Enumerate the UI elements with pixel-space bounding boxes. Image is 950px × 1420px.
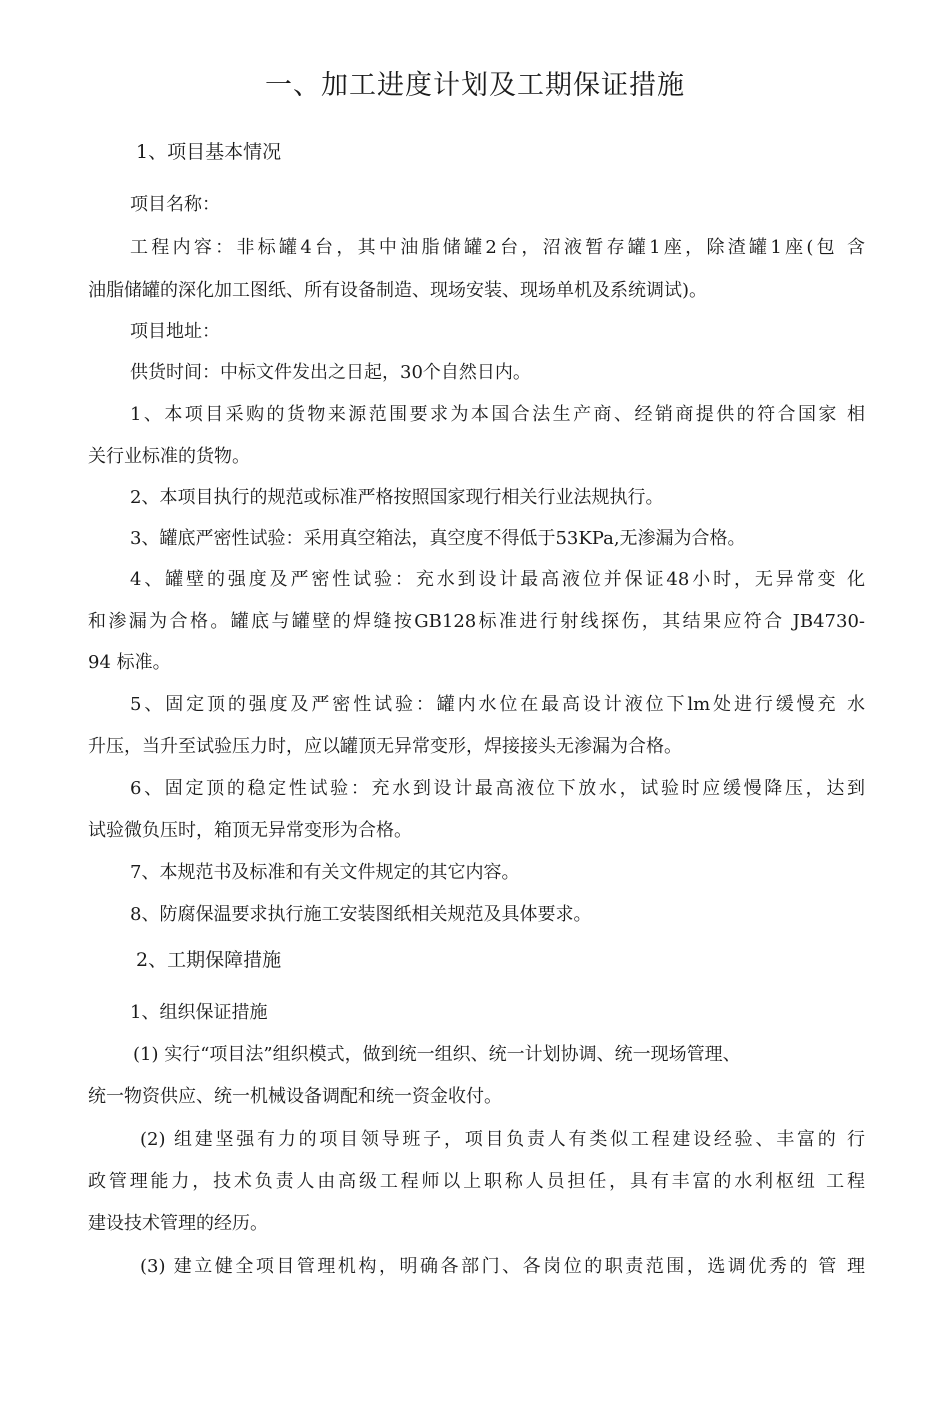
paragraph-line: 1、组织保证措施: [130, 1002, 268, 1023]
paragraph-line: 建设技术管理的经历。: [88, 1213, 268, 1234]
paragraph-line: (1) 实行“项目法”组织模式，做到统一组织、统一计划协调、统一现场管理、: [133, 1044, 741, 1065]
paragraph-line: (2) 组建坚强有力的项目领导班子，项目负责人有类似工程建设经验、丰富的 行: [140, 1129, 865, 1150]
paragraph-line: 升压，当升至试验压力时，应以罐顶无异常变形，焊接接头无渗漏为合格。: [88, 736, 682, 757]
paragraph-line: 4、罐壁的强度及严密性试验：充水到设计最高液位并保证48小时，无异常变 化: [130, 569, 865, 590]
paragraph-line: 供货时间：中标文件发出之日起，30个自然日内。: [130, 362, 531, 383]
paragraph-line: 6、固定顶的稳定性试验：充水到设计最高液位下放水，试验时应缓慢降压，达到: [130, 778, 865, 799]
paragraph-line: 7、本规范书及标准和有关文件规定的其它内容。: [130, 862, 520, 883]
paragraph-line: 3、罐底严密性试验：采用真空箱法，真空度不得低于53KPa,无渗漏为合格。: [130, 528, 746, 549]
paragraph-line: 和渗漏为合格。罐底与罐壁的焊缝按GB128标准进行射线探伤，其结果应符合 JB4730-: [88, 611, 865, 632]
paragraph-line: 统一物资供应、统一机械设备调配和统一资金收付。: [88, 1086, 502, 1107]
paragraph-line: 工程内容：非标罐4台，其中油脂储罐2台，沼液暂存罐1座，除渣罐1座(包 含: [130, 237, 865, 258]
paragraph-line: 94 标准。: [88, 652, 171, 673]
section-heading-schedule-measures: 2、工期保障措施: [136, 949, 282, 971]
paragraph-line: 1、本项目采购的货物来源范围要求为本国合法生产商、经销商提供的符合国家 相: [130, 404, 865, 425]
paragraph-line: 项目地址：: [130, 321, 220, 342]
paragraph-line: 项目名称：: [130, 194, 220, 215]
paragraph-line: 5、固定顶的强度及严密性试验：罐内水位在最高设计液位下lm处进行缓慢充 水: [130, 694, 865, 715]
paragraph-line: 油脂储罐的深化加工图纸、所有设备制造、现场安装、现场单机及系统调试)。: [88, 280, 708, 301]
paragraph-line: 2、本项目执行的规范或标准严格按照国家现行相关行业法规执行。: [130, 487, 664, 508]
paragraph-line: 政管理能力，技术负责人由高级工程师以上职称人员担任，具有丰富的水利枢纽 工程: [88, 1171, 865, 1192]
paragraph-line: 关行业标准的货物。: [88, 446, 250, 467]
paragraph-line: (3) 建立健全项目管理机构，明确各部门、各岗位的职责范围，选调优秀的 管 理: [140, 1256, 865, 1277]
page-title: 一、加工进度计划及工期保证措施: [265, 70, 685, 101]
paragraph-line: 8、防腐保温要求执行施工安装图纸相关规范及具体要求。: [130, 904, 592, 925]
paragraph-line: 试验微负压时，箱顶无异常变形为合格。: [88, 820, 412, 841]
section-heading-project-info: 1、项目基本情况: [136, 141, 282, 163]
